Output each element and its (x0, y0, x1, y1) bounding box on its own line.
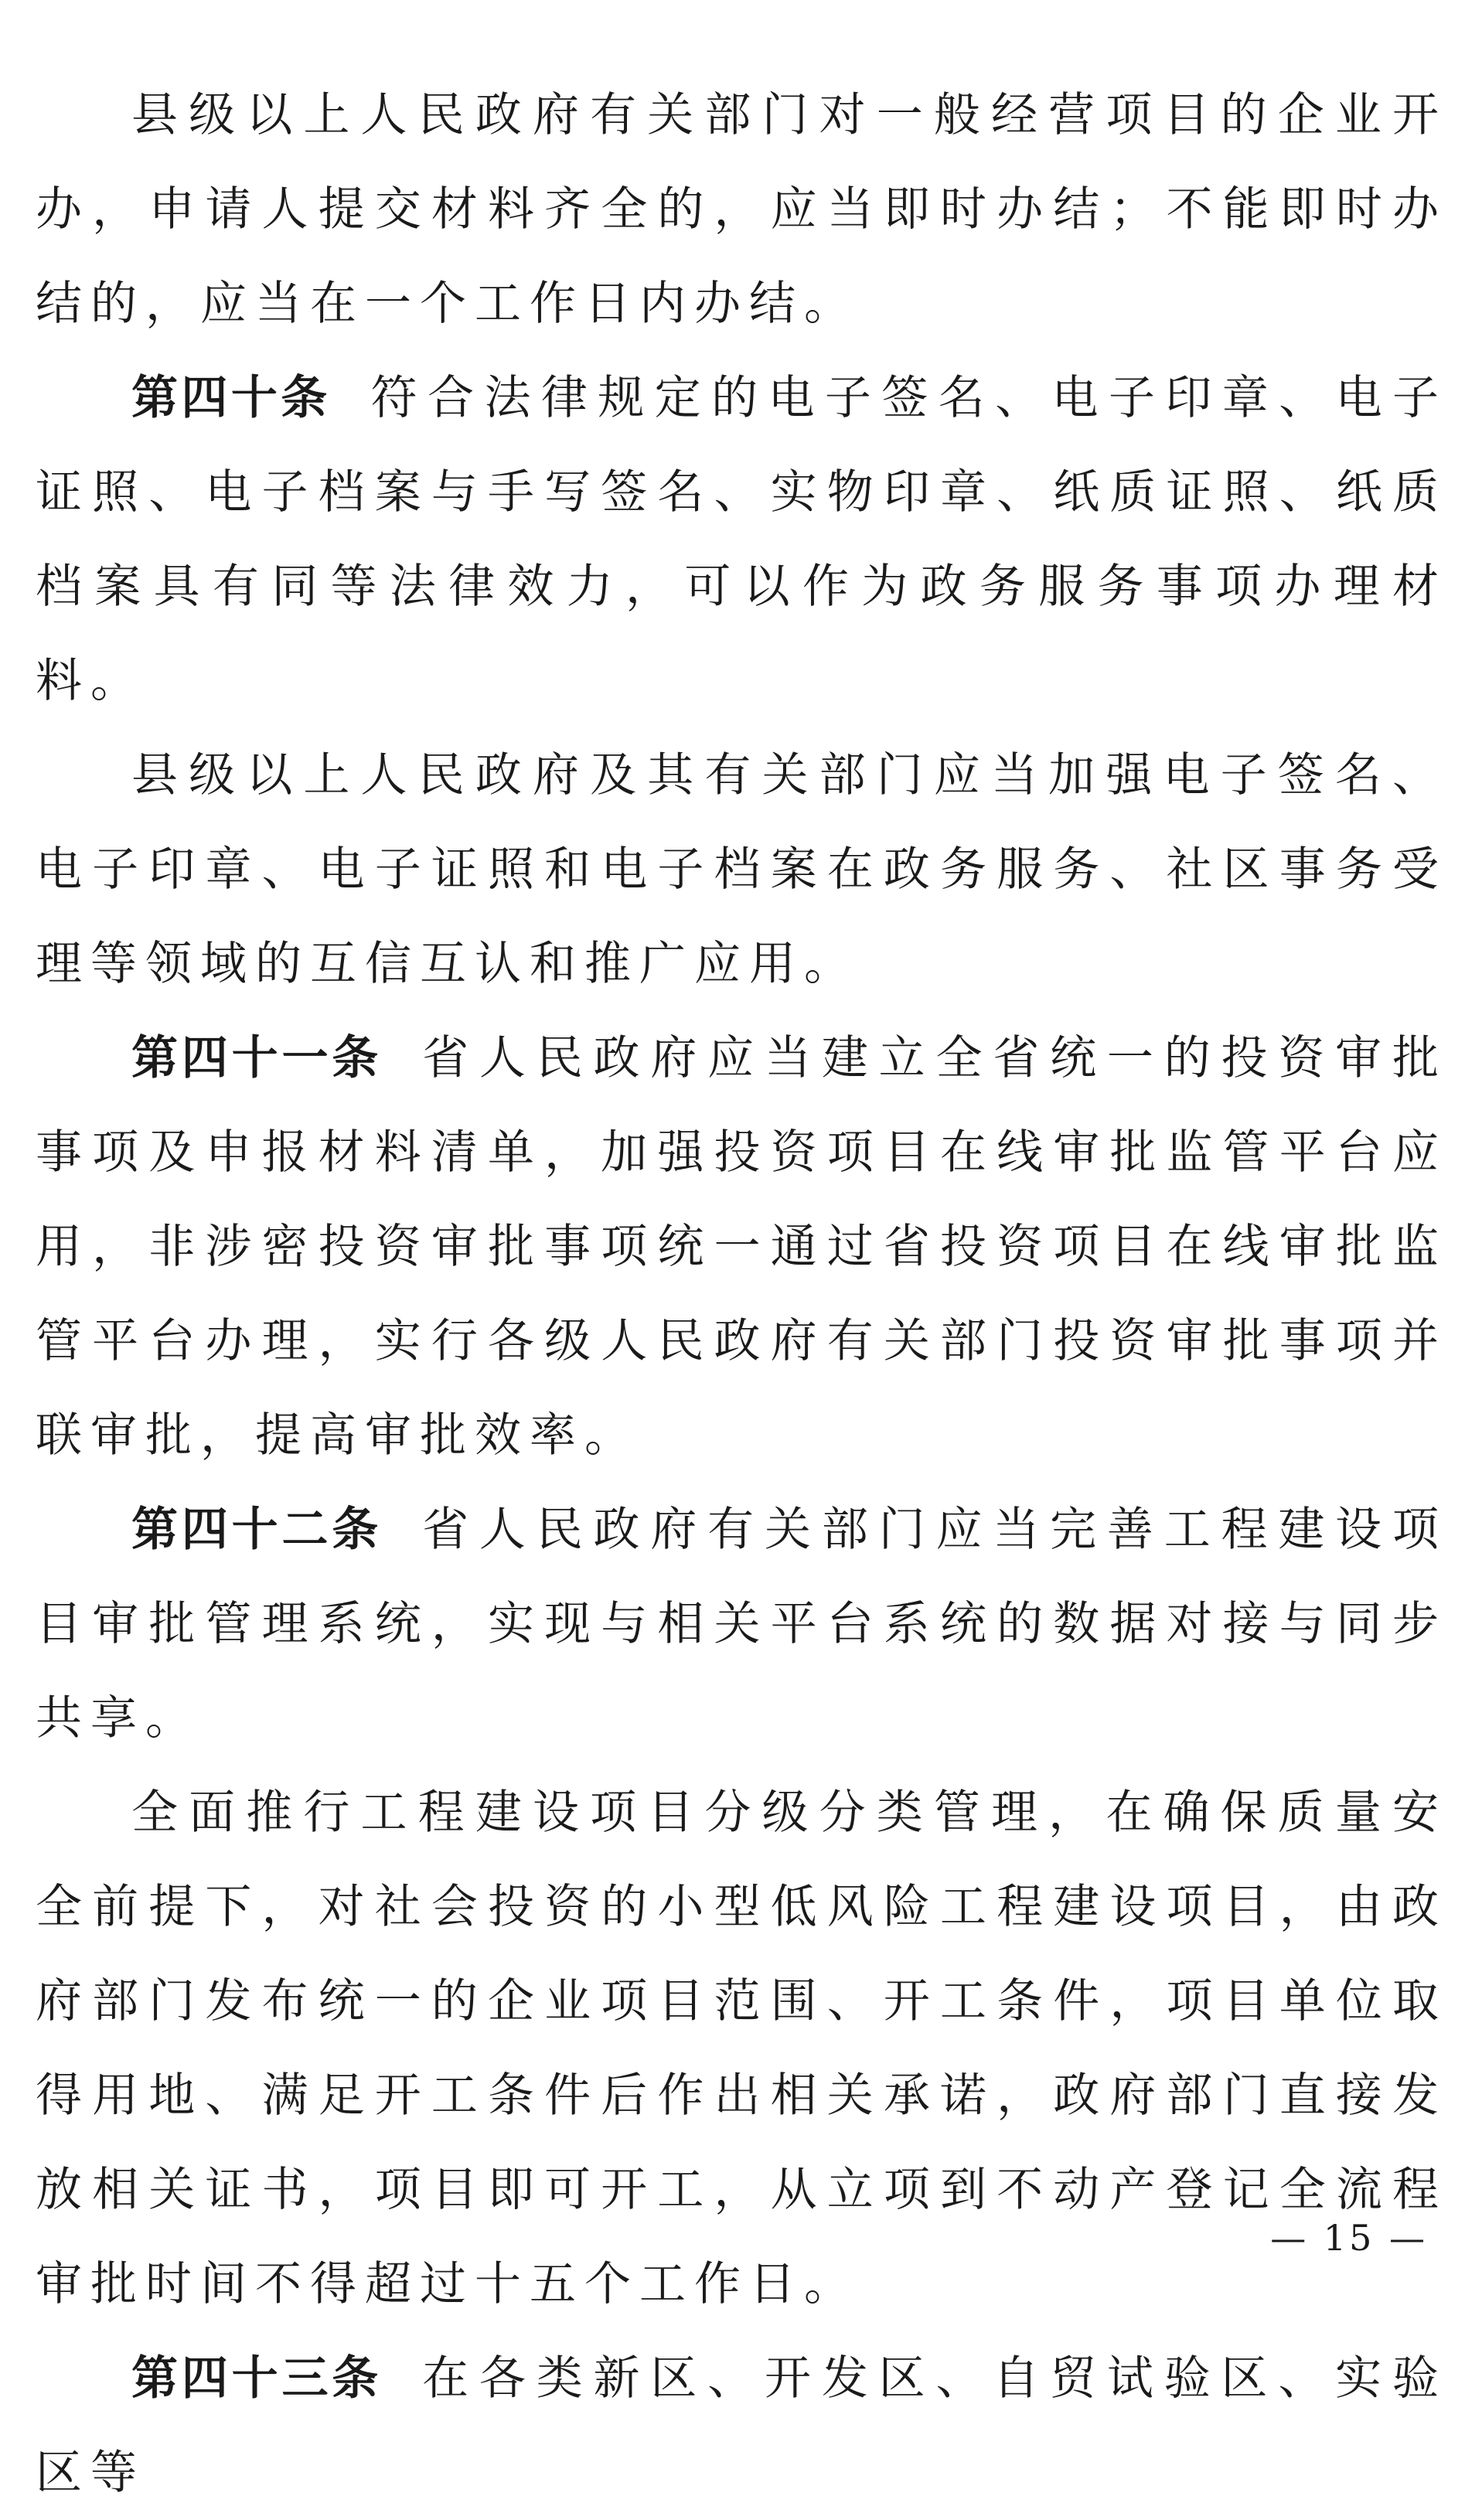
document-page (36, 68, 1447, 2520)
paragraph-text: 县级以上人民政府及其有关部门应当加强电子签名、电子印章、电子证照和电子档案在政务服务、社区事务受理等领域的互信互认和推广应用。 (36, 748, 1447, 991)
paragraph (36, 728, 1447, 1011)
paragraph-text: 全面推行工程建设项目分级分类管理，在确保质量安全前提下，对社会投资的小型低风险工程建设项目，由政府部门发布统一的企业项目范围、开工条件，项目单位取得用地、满足开工条件后作出相关承诺，政府部门直接发放相关证书，项目即可开工，从立项到不动产登记全流程审批时间不得超过十五个工作日。 (36, 1786, 1447, 2311)
paragraph-text: 省人民政府有关部门应当完善工程建设项目审批管理系统，实现与相关平台系统的数据对接与同步共享。 (36, 1503, 1448, 1745)
article-number: 第四十条 (131, 371, 331, 425)
paragraph-text: 符合法律规定的电子签名、电子印章、电子证照、电子档案与手写签名、实物印章、纸质证照、纸质档案具有同等法律效力，可以作为政务服务事项办理材料。 (36, 371, 1448, 708)
paragraph-text: 县级以上人民政府有关部门对一般经营项目的企业开办，申请人提交材料齐全的，应当即时办结；不能即时办结的，应当在一个工作日内办结。 (36, 88, 1447, 331)
article-number: 第四十三条 (131, 2351, 383, 2406)
paragraph-text: 在各类新区、开发区、自贸试验区、实验区等 (36, 2351, 1448, 2500)
article-number: 第四十一条 (131, 1031, 383, 1085)
paragraph (36, 68, 1447, 351)
paragraph (36, 1766, 1447, 2331)
article-number: 第四十二条 (131, 1503, 383, 1557)
page-number: — 15 — (1270, 2217, 1428, 2259)
article-paragraph (36, 2331, 1447, 2520)
article-paragraph (36, 351, 1447, 728)
paragraph-text: 省人民政府应当建立全省统一的投资审批事项及申报材料清单，加强投资项目在线审批监管平台应用，非涉密投资审批事项统一通过省投资项目在线审批监管平台办理，实行各级人民政府有关部门投资审批事项并联审批，提高审批效率。 (36, 1031, 1448, 1463)
article-paragraph (36, 1483, 1447, 1766)
article-paragraph (36, 1011, 1447, 1483)
